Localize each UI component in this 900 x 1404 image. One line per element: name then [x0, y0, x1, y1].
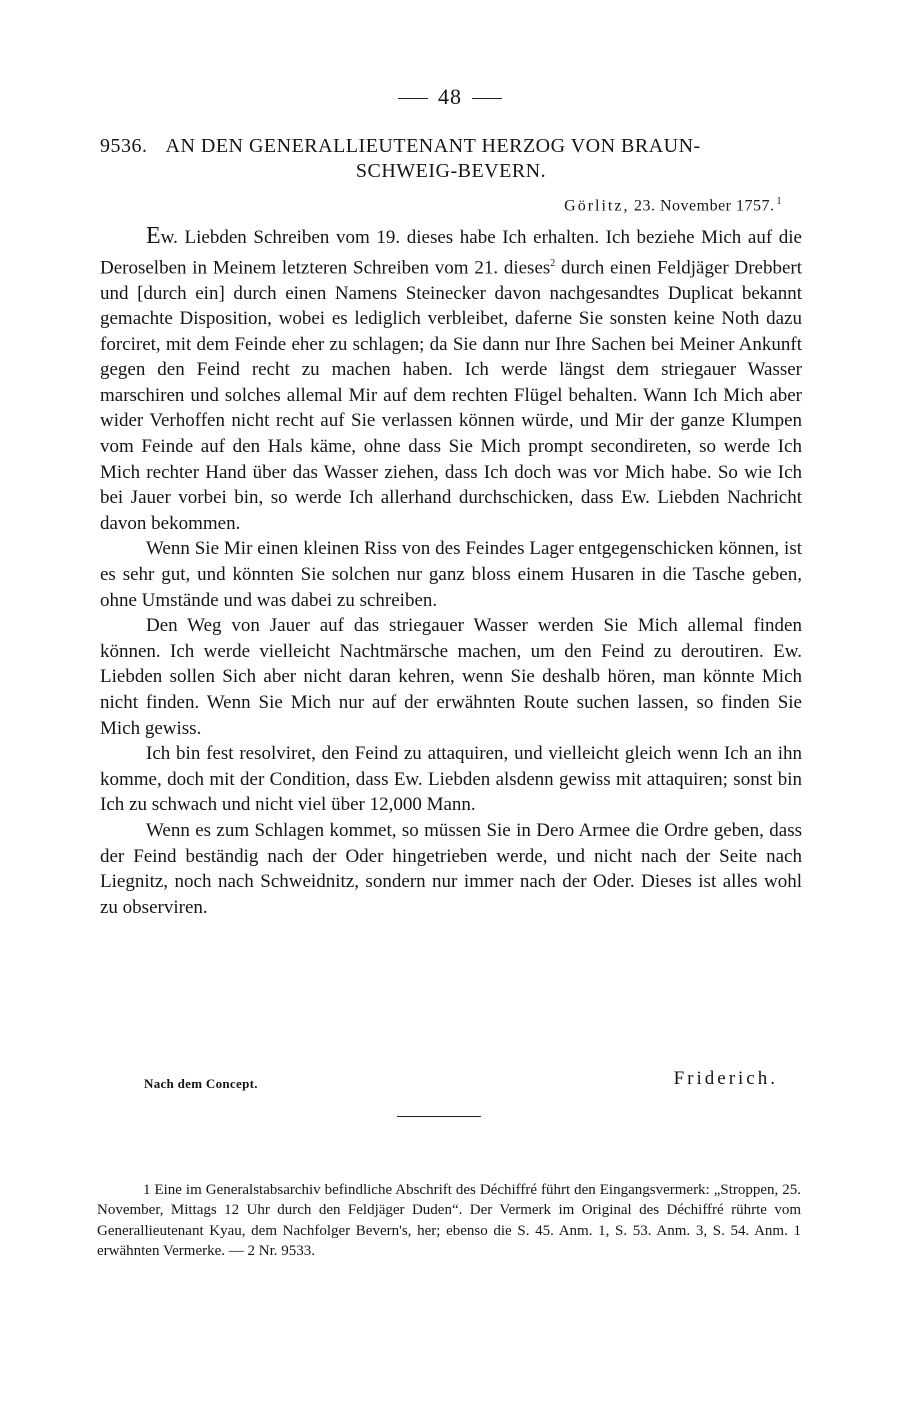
body-paragraph-1	[100, 224, 802, 536]
footnote-text: 1 Eine im Generalstabsarchiv befindliche Abschrift des Déchiffré führt den Eingangsvermerk: „Stroppen, 25. November, Mittags 12 Uhr durch den Feldjäger Duden“. Der Vermerk im Original des Déchiffré rührte vom Generallieutenant Kyau, dem Nachfolger Bevern's, her; ebenso die S. 45. Anm. 1, S. 53. Anm. 3, S. 54. Anm. 1 erwähnten Vermerke. — 2 Nr. 9533.	[97, 1182, 801, 1260]
body-paragraph-2: Wenn Sie Mir einen kleinen Riss von des Feindes Lager entgegenschicken können, ist es sehr gut, und könnten Sie solchen nur ganz bloss einem Husaren in die Tasche geben, ohne Umstände und was dabei zu schreiben.	[100, 538, 802, 611]
dateline	[564, 196, 782, 215]
closing	[100, 1068, 802, 1098]
body-paragraph-3: Den Weg von Jauer auf das striegauer Wasser werden Sie Mich allemal finden können. Ich werde vielleicht Nachtmärsche machen, um den Feind zu deroutiren. Ew. Liebden sollen Sich aber nicht daran kehren, wenn Sie deshalb hören, man könnte Mich nicht finden. Wenn Sie Mich nur auf der erwähnten Route suchen lassen, so finden Sie Mich gewiss.	[100, 615, 802, 739]
body-paragraph-1-part-a: w. Liebden Schreiben vom 19. dieses habe Ich erhalten. Ich beziehe Mich auf die Deroselben in Meinem letzteren Schreiben vom 21. dieses	[100, 227, 802, 278]
letter-heading-line1: AN DEN GENERALLIEUTENANT HERZOG VON BRAUN-	[165, 135, 701, 157]
source-note: Nach dem Concept.	[144, 1076, 258, 1091]
footnotes	[97, 1180, 801, 1262]
page-number-value: 48	[438, 84, 462, 109]
dateline-date: 23. November 1757.	[633, 197, 775, 215]
body-paragraph-5: Wenn es zum Schlagen kommet, so müssen Sie in Dero Armee die Ordre geben, dass der Feind beständig nach der Oder hingetrieben werde, und nicht nach der Seite nach Liegnitz, noch nach Schweidnitz, sondern nur immer nach der Oder. Dieses ist alles wohl zu observiren.	[100, 819, 802, 918]
page-number	[0, 84, 900, 110]
footnote-separator	[397, 1116, 481, 1117]
dateline-place: Görlitz,	[564, 197, 630, 215]
letter-heading-line2: SCHWEIG-BEVERN.	[355, 160, 547, 182]
initial-letter: E	[146, 223, 161, 249]
letter-body	[100, 224, 802, 920]
letter-heading	[100, 134, 802, 184]
page-number-dash-left	[398, 98, 428, 99]
body-paragraph-4: Ich bin fest resolviret, den Feind zu attaquiren, und vielleicht gleich wenn Ich an ihn komme, doch mit der Condition, dass Ew. Liebden alsdenn gewiss mit attaquiren; sonst bin Ich zu schwach und nicht viel über 12,000 Mann.	[100, 743, 802, 816]
signature: Friderich.	[673, 1068, 778, 1089]
body-footnote-ref-2: 2	[550, 257, 556, 269]
letter-number: 9536.	[100, 135, 148, 157]
body-paragraph-1-part-b: durch einen Feldjäger Drebbert und [durch ein] durch einen Namens Steinecker davon nachgesandtes Duplicat bekannt gemachte Disposition, wobei es lediglich verbleibet, daferne Sie sonsten keine Noth dazu forciret, mit dem Feinde eher zu schlagen; da Sie dann nur Ihre Sachen bei Meiner Ankunft gegen den Feind recht zu machen haben. Ich werde längst dem striegauer Wasser marschiren und solches allemal Mir auf dem rechten Flügel behalten. Wann Ich Mich aber wider Verhoffen nicht recht auf Sie verlassen können würde, und Mir der ganze Klumpen vom Feinde auf den Hals käme, ohne dass Sie Mich prompt secondireten, so werde Ich Mich rechter Hand über das Wasser ziehen, dass Ich doch was vor Mich habe. So wie Ich bei Jauer vorbei bin, so werde Ich allerhand durchschicken, dass Ew. Liebden Nachricht davon bekommen.	[100, 256, 802, 534]
page-number-dash-right	[472, 98, 502, 99]
dateline-footnote-ref: 1	[776, 196, 782, 207]
